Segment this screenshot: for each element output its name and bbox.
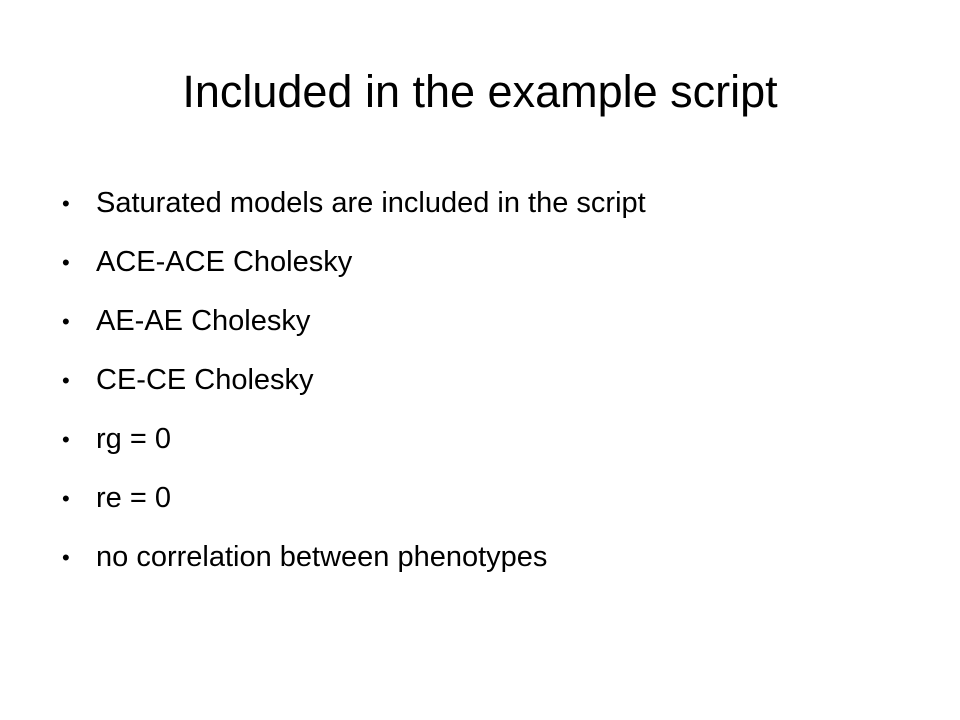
bullet-text: CE-CE Cholesky — [96, 364, 314, 396]
bullet-icon: • — [62, 545, 70, 570]
bullet-text: rg = 0 — [96, 423, 171, 455]
bullet-icon: • — [62, 486, 70, 511]
bullet-icon: • — [62, 309, 70, 334]
bullet-icon: • — [62, 368, 70, 393]
bullet-text: no correlation between phenotypes — [96, 541, 548, 573]
bullet-item — [58, 529, 918, 588]
bullet-item — [58, 293, 918, 352]
bullet-list — [58, 175, 918, 588]
bullet-text: ACE-ACE Cholesky — [96, 246, 353, 278]
bullet-icon: • — [62, 427, 70, 452]
bullet-text: AE-AE Cholesky — [96, 305, 311, 337]
bullet-item — [58, 352, 918, 411]
bullet-text: re = 0 — [96, 482, 171, 514]
bullet-icon: • — [62, 191, 70, 216]
bullet-text: Saturated models are included in the script — [96, 187, 646, 219]
bullet-item — [58, 411, 918, 470]
bullet-item — [58, 234, 918, 293]
bullet-icon: • — [62, 250, 70, 275]
bullet-item — [58, 470, 918, 529]
slide-title: Included in the example script — [182, 66, 778, 117]
bullet-item — [58, 175, 918, 234]
